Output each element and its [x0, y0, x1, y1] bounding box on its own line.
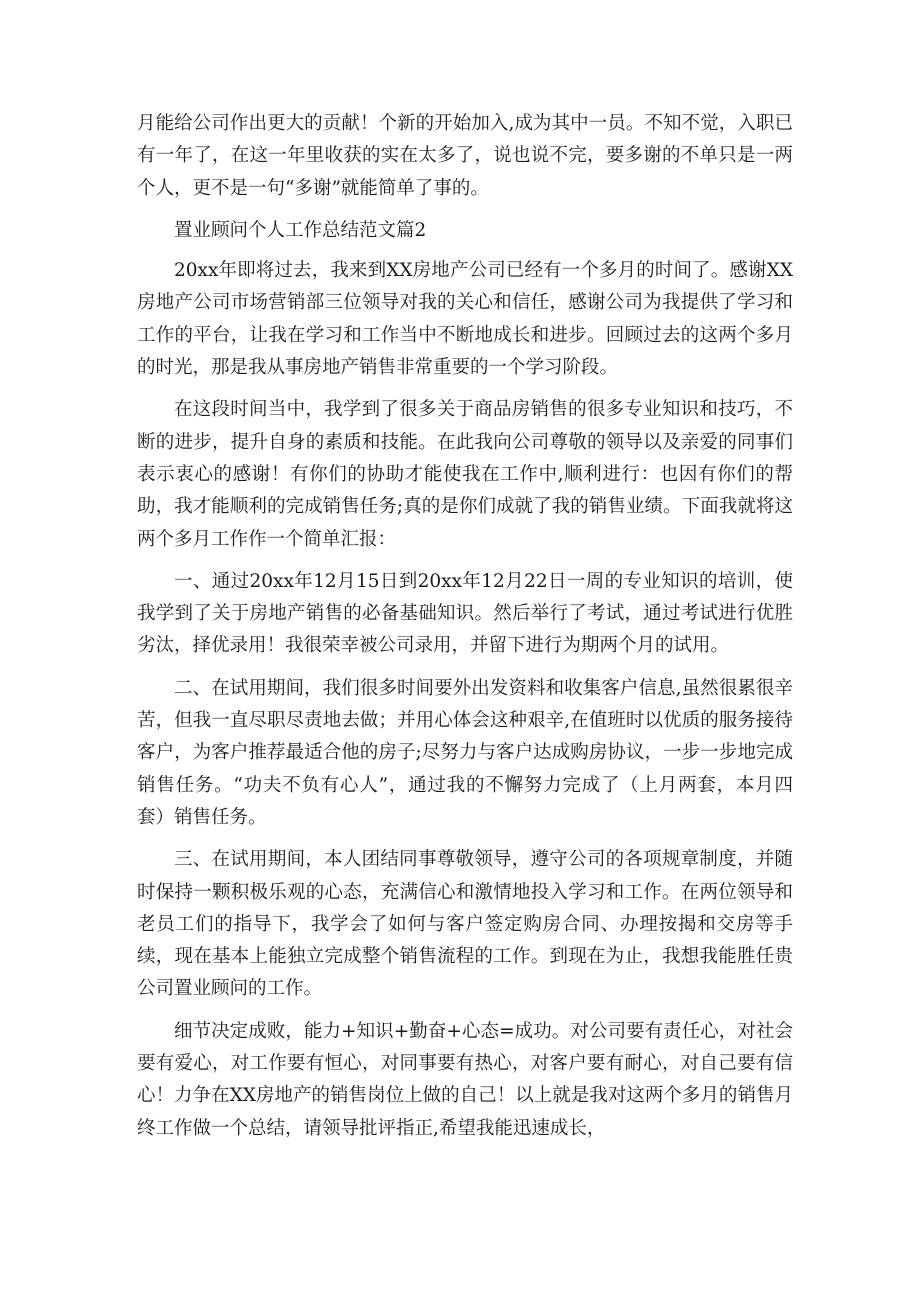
paragraph-conclusion: 细节决定成败，能力+知识+勤奋+心态=成功。对公司要有责任心，对社会要有爱心，对工作要有恒心，对同事要有热心，对客户要有耐心，对自己要有信心！力争在XX房地产的销售岗位上做的自己！以上就是我对这两个多月的销售月终工作做一个总结，请领导批评指正,希望我能迅速成长， — [137, 1020, 793, 1139]
paragraph-thanks: 在这段时间当中，我学到了很多关于商品房销售的很多专业知识和技巧，不断的进步，提升自身的素质和技能。在此我向公司尊敬的领导以及亲爱的同事们表示衷心的感谢！有你们的协助才能使我在工作中,顺利进行：也因有你们的帮助，我才能顺利的完成销售任务;真的是你们成就了我的销售业绩。下面我就将这两个多月工作作一个简单汇报： — [137, 399, 793, 550]
paragraph-item-3: 三、在试用期间，本人团结同事尊敬领导，遵守公司的各项规章制度，并随时保持一颗积极乐观的心态，充满信心和激情地投入学习和工作。在两位领导和老员工们的指导下，我学会了如何与客户签定购房合同、办理按揭和交房等手续，现在基本上能独立完成整个销售流程的工作。到现在为止，我想我能胜任贵公司置业顾问的工作。 — [137, 849, 793, 1000]
paragraph-intro: 20xx年即将过去，我来到XX房地产公司已经有一个多月的时间了。感谢XX房地产公司市场营销部三位领导对我的关心和信任，感谢公司为我提供了学习和工作的平台，让我在学习和工作当中不断地成长和进步。回顾过去的这两个多月的时光，那是我从事房地产销售非常重要的一个学习阶段。 — [137, 260, 793, 379]
document-body — [137, 108, 793, 1155]
paragraph-item-1: 一、通过20xx年12月15日到20xx年12月22日一周的专业知识的培训，使我学到了关于房地产销售的必备基础知识。然后举行了考试，通过考试进行优胜劣汰，择优录用！我很荣幸被公司录用，并留下进行为期两个月的试用。 — [137, 570, 793, 657]
section-heading: 置业顾问个人工作总结范文篇2 — [174, 219, 427, 241]
paragraph-item-2: 二、在试用期间，我们很多时间要外出发资料和收集客户信息,虽然很累很辛苦，但我一直尽职尽责地去做；并用心体会这种艰辛,在值班时以优质的服务接待客户，为客户推荐最适合他的房子;尽努力与客户达成购房协议，一步一步地完成销售任务。“功夫不负有心人”，通过我的不懈努力完成了（上月两套，本月四套）销售任务。 — [137, 677, 793, 828]
paragraph-continuation: 月能给公司作出更大的贡献！个新的开始加入,成为其中一员。不知不觉，入职已有一年了，在这一年里收获的实在太多了，说也说不完，要多谢的不单只是一两个人，更不是一句“多谢”就能简单了事的。 — [137, 113, 793, 199]
